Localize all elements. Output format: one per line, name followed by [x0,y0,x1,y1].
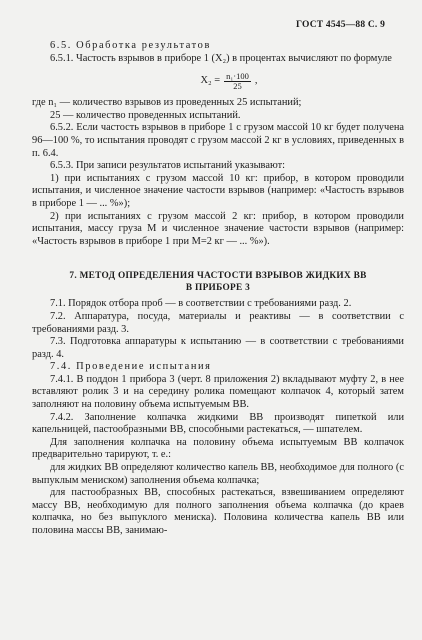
paragraph-item-2: 2) при испытаниях с грузом массой 2 кг: прибор, в котором проводили испытания, массу груза М и численное значение частости взрывов (например: «Частость взрывов в приборе 1 при М=2 кг — ... %»). [32,210,404,247]
formula [54,67,404,95]
page-content [32,40,404,538]
paragraph-item-1: 1) при испытаниях с грузом массой 10 кг: прибор, в котором проводили испытания, и численное значение частости взрывов (например: «Частость взрывов в приборе 1 — ... %»); [32,172,404,209]
paragraph-6-5-3: 6.5.3. При записи результатов испытаний указывают: [50,160,285,172]
paragraph-tare: Для заполнения колпачка на половину объема испытуемым ВВ колпачок предварительно тарируют, т. е.: [32,436,404,461]
formula-denominator: 25 [233,80,242,91]
section-title [32,270,404,294]
paragraph-liquid: для жидких ВВ определяют количество капель ВВ, необходимое для полного (с выпуклым мениском) заполнения объема колпачка; [32,462,404,486]
paragraph-7-4-1: 7.4.1. В поддон 1 прибора 3 (черт. 8 приложения 2) вкладывают муфту 2, в нее вставляют ролик 3 и на середину ролика помещают колпачок 4, который затем заполняют на половину объема испытуемым ВВ. [32,373,404,411]
paragraph-7-2: 7.2. Аппаратура, посуда, материалы и реактивы — в соответствии с требованиями разд. 3. [32,310,404,335]
formula-fraction [224,72,251,91]
formula-numerator: n₁·100 [226,70,249,81]
section-title-line-1: 7. МЕТОД ОПРЕДЕЛЕНИЯ ЧАСТОСТИ ВЗРЫВОВ ЖИДКИХ ВВ [69,271,367,282]
section-heading-7-4: 7.4. Проведение испытания [50,361,212,373]
formula-lhs: X₂ = [200,74,221,86]
formula-tail: , [254,74,258,86]
section-heading-6-5: 6.5. Обработка результатов [50,40,211,51]
paragraph-6-5-1: 6.5.1. Частость взрывов в приборе 1 (X₂) в процентах вычисляют по формуле [50,52,392,64]
page-header: ГОСТ 4545—88 С. 9 [296,20,386,30]
paragraph-6-5-2: 6.5.2. Если частость взрывов в приборе 1 с грузом массой 10 кг будет получена 96—100 %, то испытания проводят с грузом массой 2 кг в условиях, приведенных в п. 6.4. [32,122,404,159]
paragraph-paste: для пастообразных ВВ, способных растекаться, взвешиванием определяют массу ВВ, необходимую для полного заполнения объема колпачка (до краев колпачка, но без выпуклого мениска). Половина количества капель ВВ или половина массы ВВ, занимаю- [32,487,404,536]
section-title-line-2: В ПРИБОРЕ 3 [185,283,251,294]
paragraph-7-1: 7.1. Порядок отбора проб — в соответствии с требованиями разд. 2. [50,298,352,310]
paragraph-25: 25 — количество проведенных испытаний. [50,109,241,121]
paragraph-where: где n₁ — количество взрывов из проведенных 25 испытаний; [32,97,302,109]
paragraph-7-3: 7.3. Подготовка аппаратуры к испытанию — в соответствии с требованиями разд. 4. [32,336,404,360]
paragraph-7-4-2: 7.4.2. Заполнение колпачка жидкими ВВ производят пипеткой или капельницей, пастообразными ВВ, способными растекаться, — шпателем. [32,411,404,436]
